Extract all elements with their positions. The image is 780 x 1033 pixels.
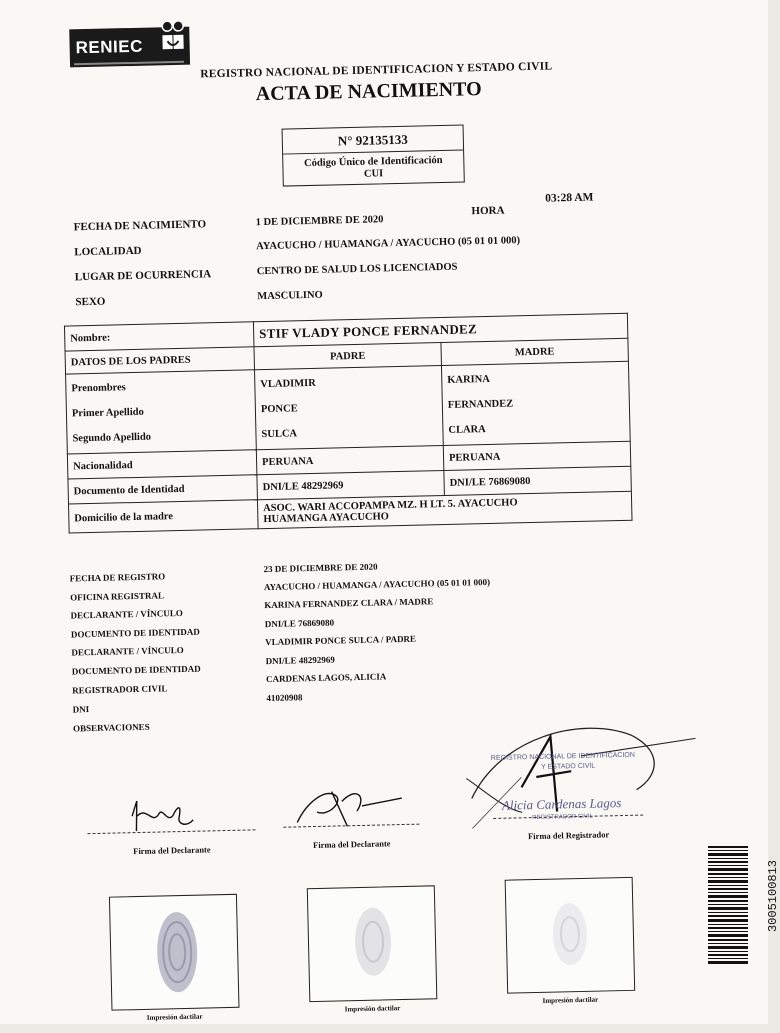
sexo-value: MASCULINO	[257, 289, 323, 303]
stamp-name: Alicia Cardenas Lagos	[501, 795, 622, 813]
logo-subtext-bar	[74, 61, 184, 65]
doc2-value: DNI/LE 48292969	[265, 654, 335, 667]
reniec-logo	[69, 27, 190, 68]
documento-label: Documento de Identidad	[68, 475, 258, 504]
registrador-label: REGISTRADOR CIVIL	[72, 683, 168, 696]
madre-nacionalidad: PERUANA	[443, 441, 631, 470]
declarant2-caption: Firma del Declarante	[312, 838, 391, 851]
nacionalidad-label: Nacionalidad	[67, 450, 257, 479]
padre-nacionalidad: PERUANA	[256, 446, 444, 475]
stamp-role: REGISTRADOR CIVIL	[532, 813, 593, 822]
localidad-label: LOCALIDAD	[74, 244, 142, 259]
madre-prenombres: KARINA	[447, 373, 491, 386]
datos-padres-label: DATOS DE LOS PADRES	[65, 347, 254, 374]
fecha-registro-label: FECHA DE REGISTRO	[69, 571, 166, 584]
lugar-label: LUGAR DE OCURRENCIA	[74, 268, 212, 284]
cui-caption-line2: CUI	[363, 168, 384, 180]
dni-label: DNI	[72, 704, 90, 715]
madre-documento: DNI/LE 76869080	[444, 466, 632, 495]
domicilio-label: Domicilio de la madre	[69, 500, 259, 533]
cui-caption	[283, 150, 464, 185]
dni-value: 41020908	[266, 692, 303, 704]
registrar-caption: Firma del Registrador	[527, 829, 610, 842]
primer-apellido-label: Primer Apellido	[71, 406, 144, 420]
reniec-figures-icon	[159, 19, 186, 64]
declarante1-value: KARINA FERNANDEZ CLARA / MADRE	[264, 596, 434, 611]
stamp-line1: REGISTRO NACIONAL DE IDENTIFICACION	[490, 751, 635, 763]
fingerprint-icon	[550, 901, 589, 968]
registrador-value: CARDENAS LAGOS, ALICIA	[265, 671, 387, 685]
fingerprint-box-2	[307, 885, 438, 1002]
padre-names	[255, 366, 444, 450]
barcode	[708, 846, 748, 964]
names-row	[66, 361, 631, 454]
doc1-label: DOCUMENTO DE IDENTIDAD	[70, 626, 200, 640]
nombre-label: Nombre:	[64, 322, 254, 351]
fecha-registro-value: 23 DE DICIEMBRE DE 2020	[263, 561, 378, 575]
certificate-number: N° 92135133	[283, 125, 464, 154]
cui-caption-line1: Código Único de Identificación	[303, 154, 443, 170]
declarante2-label: DECLARANTE / VÍNCULO	[71, 644, 184, 658]
fecha-nacimiento-value: 1 DE DICIEMBRE DE 2020	[255, 214, 384, 229]
certificate-number-box	[282, 124, 465, 186]
declarant1-caption: Firma del Declarante	[133, 844, 211, 857]
domicilio-line1: ASOC. WARI ACCOPAMPA MZ. H LT. 5. AYACUCHO	[263, 497, 518, 515]
padre-primer-apellido: PONCE	[260, 403, 298, 416]
hora-label: HORA	[471, 204, 505, 218]
fingerprint-caption-2: Impresión dactilar	[344, 1004, 401, 1014]
fingerprint-box-3	[505, 877, 636, 994]
fingerprint-box-1	[109, 894, 240, 1011]
doc2-label: DOCUMENTO DE IDENTIDAD	[71, 663, 201, 677]
document-title: ACTA DE NACIMIENTO	[255, 78, 482, 106]
barcode-number: 3005100813	[766, 860, 780, 933]
domicilio-line2: HUAMANGA AYACUCHO	[263, 511, 390, 526]
logo-text: RENIEC	[75, 36, 144, 58]
padre-segundo-apellido: SULCA	[261, 428, 298, 441]
declarante2-value: VLADIMIR PONCE SULCA / PADRE	[265, 633, 417, 648]
fingerprint-caption-1: Impresión dactilar	[146, 1012, 203, 1022]
prenombres-label: Prenombres	[71, 382, 126, 395]
madre-primer-apellido: FERNANDEZ	[447, 398, 514, 411]
nombre-value: STIF VLADY PONCE FERNANDEZ	[253, 313, 627, 346]
fingerprint-icon	[154, 910, 200, 995]
hora-value: 03:28 AM	[545, 191, 594, 205]
organization-name: REGISTRO NACIONAL DE IDENTIFICACION Y ESTADO CIVIL	[200, 60, 553, 81]
padre-prenombres: VLADIMIR	[260, 377, 316, 391]
madre-segundo-apellido: CLARA	[448, 424, 486, 436]
declarante1-label: DECLARANTE / VÍNCULO	[70, 607, 183, 621]
registrar-stamp-signature	[460, 713, 703, 848]
oficina-label: OFICINA REGISTRAL	[70, 590, 164, 603]
observaciones-label: OBSERVACIONES	[72, 721, 150, 734]
padre-documento: DNI/LE 48292969	[257, 470, 445, 499]
fingerprint-caption-3: Impresión dactilar	[542, 995, 599, 1005]
padre-header: PADRE	[254, 343, 441, 370]
madre-header: MADRE	[441, 338, 628, 365]
lugar-value: CENTRO DE SALUD LOS LICENCIADOS	[256, 261, 458, 278]
fingerprint-icon	[352, 905, 394, 978]
oficina-value: AYACUCHO / HUAMANGA / AYACUCHO (05 01 01 000)	[263, 576, 491, 593]
doc1-value: DNI/LE 76869080	[264, 617, 335, 630]
localidad-value: AYACUCHO / HUAMANGA / AYACUCHO (05 01 01 000)	[256, 235, 521, 253]
stamp-line2: Y ESTADO CIVIL	[541, 762, 596, 771]
sexo-label: SEXO	[75, 295, 106, 309]
names-labels	[66, 370, 257, 454]
segundo-apellido-label: Segundo Apellido	[72, 431, 152, 445]
parents-table	[64, 313, 633, 534]
madre-names	[441, 361, 630, 445]
fecha-nacimiento-label: FECHA DE NACIMIENTO	[73, 218, 207, 234]
